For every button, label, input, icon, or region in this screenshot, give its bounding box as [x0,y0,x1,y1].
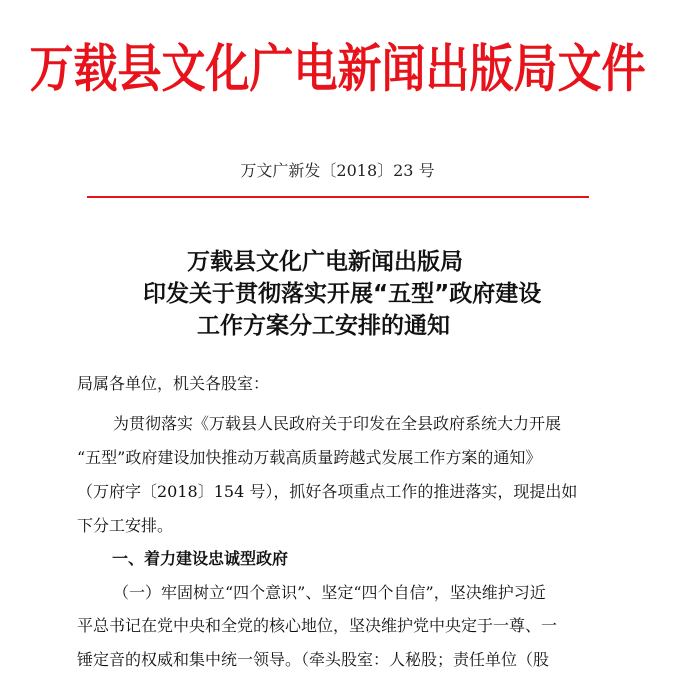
document-title-line-1: 万载县文化广电新闻出版局 [187,249,463,275]
paragraph-2-line-2: 平总书记在党中央和全党的核心地位，坚决维护党中央定于一尊、一 [77,616,558,635]
salutation: 局属各单位，机关各股室： [77,374,270,393]
document-title-line-3: 工作方案分工安排的通知 [197,313,450,339]
paragraph-2-line-1: （一）牢固树立“四个意识”、坚定“四个自信”，坚决维护习近 [113,583,546,602]
document-issuer-header: 万载县文化广电新闻出版局文件 [29,39,646,100]
document-number: 万文广新发〔2018〕23 号 [240,161,435,180]
paragraph-1-line-3: （万府字〔2018〕154 号），抓好各项重点工作的推进落实，现提出如 [77,482,578,501]
document-title-line-2: 印发关于贯彻落实开展“五型”政府建设 [143,281,542,307]
red-divider-line [87,196,589,198]
paragraph-2-line-3: 锤定音的权威和集中统一领导。（牵头股室：人秘股；责任单位（股 [77,650,550,669]
paragraph-1-line-4: 下分工安排。 [77,516,174,535]
paragraph-1-line-2: “五型”政府建设加快推动万载高质量跨越式发展工作方案的通知》 [77,448,542,467]
section-1-heading: 一、着力建设忠诚型政府 [112,549,289,568]
paragraph-1-line-1: 为贯彻落实《万载县人民政府关于印发在全县政府系统大力开展 [113,414,562,433]
